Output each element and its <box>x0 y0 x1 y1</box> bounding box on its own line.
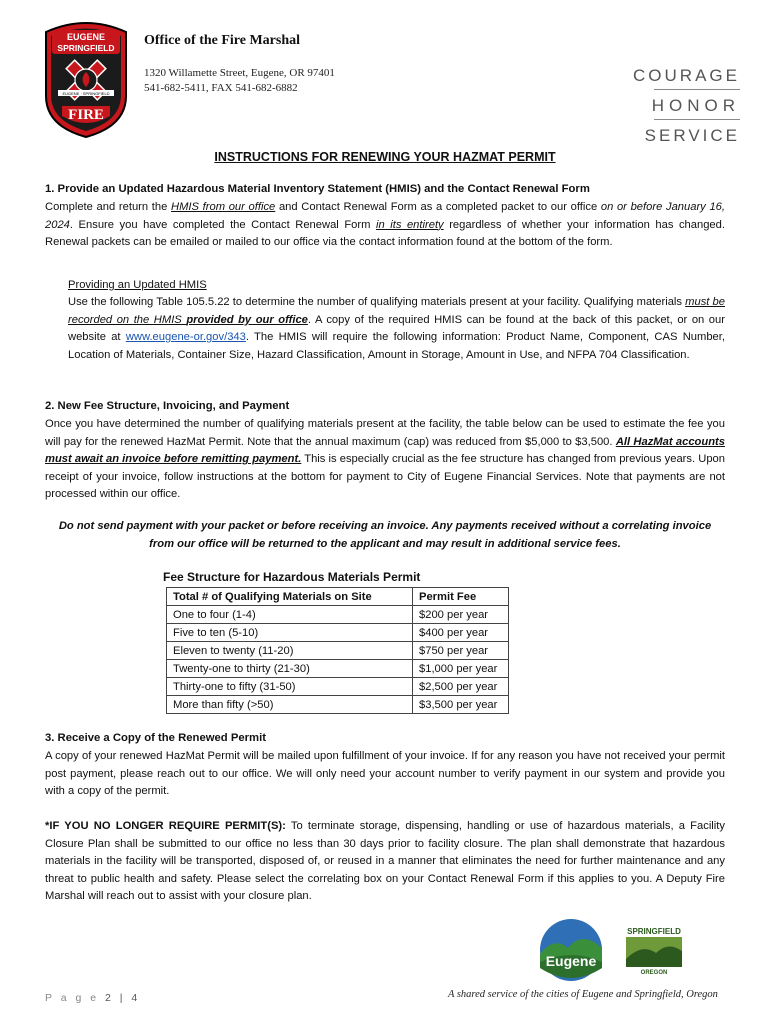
table-cell: $400 per year <box>413 624 509 642</box>
fee-table <box>166 587 509 714</box>
eugene-logo <box>538 918 604 982</box>
motto-divider <box>654 89 740 90</box>
office-address: 1320 Willamette Street, Eugene, OR 97401 <box>144 67 335 79</box>
table-cell: Thirty-one to fifty (31-50) <box>167 678 413 696</box>
fire-department-shield-logo <box>38 18 134 138</box>
section-3-paragraph: A copy of your renewed HazMat Permit will be mailed upon fulfillment of your invoice. If for any reason you have not received your permit post payment, please reach out to our office. We will only need your account number to verify payment in our system and provide you with a copy of the permit. <box>45 750 725 798</box>
table-row <box>167 660 509 678</box>
table-row <box>167 678 509 696</box>
closure-paragraph: *IF YOU NO LONGER REQUIRE PERMIT(S): To terminate storage, dispensing, handling or use of hazardous materials, a Facility Closure Plan shall be submitted to our office no less than 30 days prior to facility closure. The plan shall demonstrate that hazardous materials in the facility will be transported, disposed of, or reused in a manner that eliminates the need for further maintenance and any threat to public health and safety. Please select the correlating box on your Contact Renewal Form if this applies to you. A Deputy Fire Marshal will reach out to assist with your closure plan. <box>45 820 725 903</box>
table-cell: Twenty-one to thirty (21-30) <box>167 660 413 678</box>
motto-honor: HONOR <box>651 96 740 115</box>
website-link[interactable]: www.eugene-or.gov/343 <box>125 331 246 344</box>
shared-service-note: A shared service of the cities of Eugene and Springfield, Oregon <box>448 989 718 1000</box>
table-cell: $3,500 per year <box>413 696 509 714</box>
section-1-paragraph: Complete and return the HMIS from our office and Contact Renewal Form as a completed packet to our office on or before January 16, 2024. Ensure you have completed the Contact Renewal Form in its entirety regardless of whether your information has changed. Renewal packets can be emailed or mailed to our office via the contact information found at the bottom of the form. <box>45 201 725 249</box>
column-header: Total # of Qualifying Materials on Site <box>167 588 413 606</box>
section-2-paragraph: Once you have determined the number of qualifying materials present at the facility, the table below can be used to estimate the fee you will pay for the renewed HazMat Permit. Note that the annual maximum (cap) was reduced from $5,000 to $3,500. All HazMat accounts must await an invoice before remitting payment. This is especially crucial as the fee structure has changed from previous years. Upon receipt of your invoice, follow instructions at the bottom for payment to City of Eugene Financial Services. Note that payments are not processed within our office. <box>45 418 725 501</box>
table-header-row <box>167 588 509 606</box>
entirety-emphasis: in its entirety <box>375 218 444 231</box>
hmis-emphasis: HMIS from our office <box>171 201 276 213</box>
motto-courage: COURAGE <box>633 66 740 85</box>
table-cell: $1,000 per year <box>413 660 509 678</box>
office-title: Office of the Fire Marshal <box>144 33 301 48</box>
table-cell: One to four (1-4) <box>167 606 413 624</box>
hmis-paragraph: Use the following Table 105.5.22 to determine the number of qualifying materials present at your facility. Qualifying materials must be recorded on the HMIS provided by our office. A copy of the required HMIS can be found at the back of this packet, or on our website at www.eugene-or.gov/343. The HMIS will require the following information: Product Name, Component, CAS Number, Location of Materials, Container Size, Hazard Classification, Amount in Storage, Amount in Use, and NFPA 704 Classification. <box>68 296 726 361</box>
springfield-logo-oregon: OREGON <box>640 970 668 975</box>
motto-service: SERVICE <box>644 126 740 145</box>
table-row <box>167 696 509 714</box>
section-3-heading: 3. Receive a Copy of the Renewed Permit <box>45 732 266 744</box>
table-cell: Five to ten (5-10) <box>167 624 413 642</box>
logo-top-text: EUGENE <box>66 32 106 42</box>
logo-mid-text: SPRINGFIELD <box>57 43 115 53</box>
springfield-logo <box>622 925 686 975</box>
office-phone: 541-682-5411, FAX 541-682-6882 <box>144 82 298 94</box>
logo-bottom-text: FIRE <box>68 107 104 123</box>
table-cell: More than fifty (>50) <box>167 696 413 714</box>
page-number: P a g e 2 | 4 <box>45 992 141 1004</box>
fee-table-title: Fee Structure for Hazardous Materials Permit <box>163 570 421 584</box>
table-cell: $200 per year <box>413 606 509 624</box>
logo-ribbon-text: EUGENE · SPRINGFIELD <box>62 91 110 96</box>
motto-divider <box>654 119 740 120</box>
column-header: Permit Fee <box>413 588 509 606</box>
section-2-heading: 2. New Fee Structure, Invoicing, and Payment <box>45 400 290 412</box>
deadline-date: on or before January 16, 2024 <box>45 201 725 231</box>
payment-warning: Do not send payment with your packet or before receiving an invoice. Any payments received without a correlating invoice from our office will be returned to the applicant and may result in additional service fees. <box>58 520 712 550</box>
table-cell: $2,500 per year <box>413 678 509 696</box>
invoice-notice: All HazMat accounts must await an invoice before remitting payment. <box>45 435 725 466</box>
table-row <box>167 624 509 642</box>
page-title: INSTRUCTIONS FOR RENEWING YOUR HAZMAT PERMIT <box>214 150 556 164</box>
office-contact <box>144 66 335 96</box>
table-cell: $750 per year <box>413 642 509 660</box>
table-row <box>167 642 509 660</box>
closure-lead: *IF YOU NO LONGER REQUIRE PERMIT(S): <box>45 820 286 832</box>
table-cell: Eleven to twenty (11-20) <box>167 642 413 660</box>
eugene-logo-text: Eugene <box>545 953 597 969</box>
subsection-heading: Providing an Updated HMIS <box>68 279 207 291</box>
springfield-logo-text: SPRINGFIELD <box>627 927 681 936</box>
section-1-heading: 1. Provide an Updated Hazardous Material Inventory Statement (HMIS) and the Contact Renewal Form <box>45 183 590 195</box>
table-row <box>167 606 509 624</box>
